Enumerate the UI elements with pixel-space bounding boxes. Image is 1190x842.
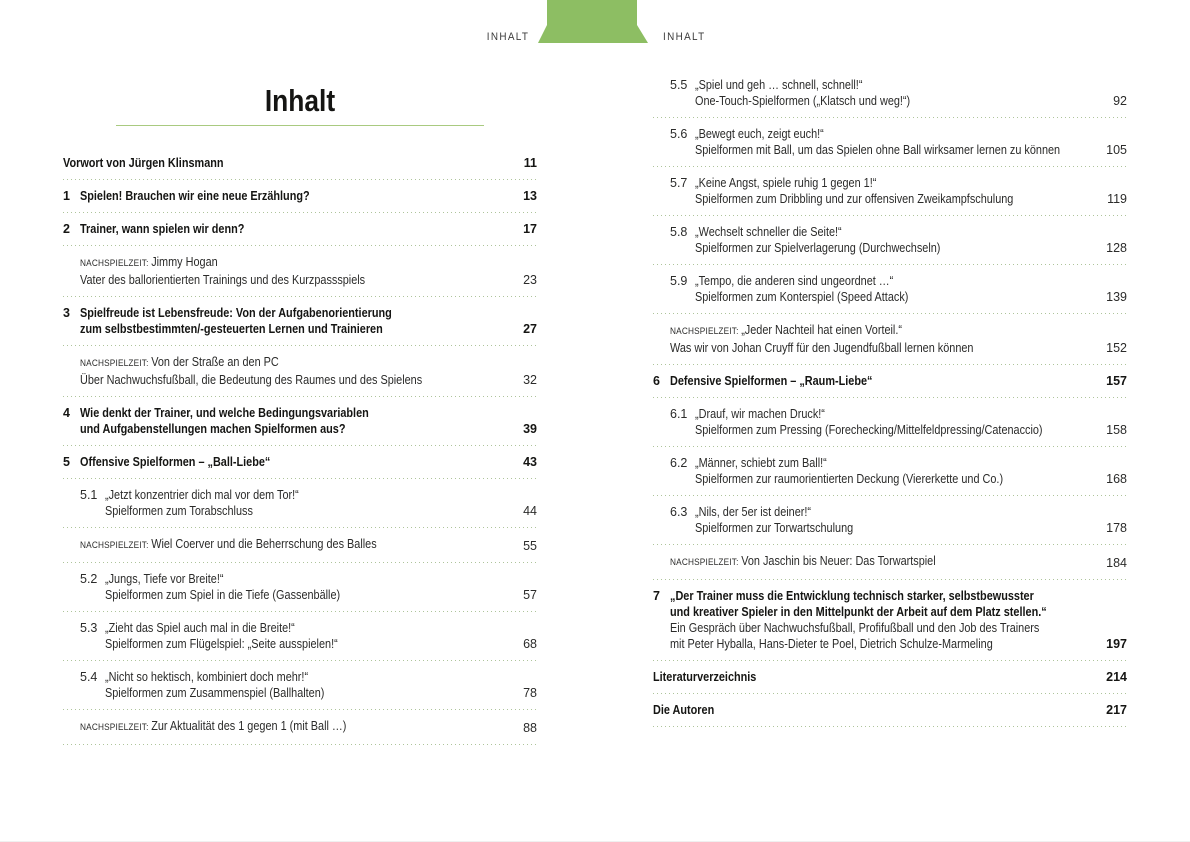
entry-text [80, 405, 492, 437]
toc-column-left [63, 147, 537, 745]
toc-entry [63, 213, 537, 246]
toc-entry [653, 118, 1127, 167]
entry-text [670, 553, 1082, 571]
entry-line [670, 340, 1028, 356]
entry-number: 7 [653, 589, 660, 603]
toc-entry [653, 447, 1127, 496]
nachspielzeit-label: NACHSPIELZEIT: [670, 557, 739, 568]
entry-number: 3 [63, 306, 70, 320]
running-head-right: INHALT [663, 31, 706, 43]
entry-text [80, 188, 492, 204]
entry-line-text: Spielformen zum Torabschluss [105, 504, 253, 518]
toc-entry [63, 563, 537, 612]
entry-text [695, 273, 1082, 305]
toc-entry [63, 528, 537, 563]
nachspielzeit-label: NACHSPIELZEIT: [80, 722, 149, 733]
entry-text [80, 536, 492, 554]
nachspielzeit-label: NACHSPIELZEIT: [80, 540, 149, 551]
entry-line-text: und kreativer Spieler in den Mittelpunkt der Arbeit auf dem Platz stellen.“ [670, 605, 1047, 619]
toc-entry [653, 69, 1127, 118]
nachspielzeit-label: NACHSPIELZEIT: [80, 358, 149, 369]
entry-number: 6.2 [670, 456, 688, 470]
entry-line [670, 553, 1028, 571]
entry-line [695, 455, 1032, 471]
entry-number: 4 [63, 406, 70, 420]
entry-line-text: und Aufgabenstellungen machen Spielformen aus? [80, 422, 346, 436]
entry-line [695, 504, 1032, 520]
entry-page-number: 43 [523, 455, 537, 469]
entry-page-number: 158 [1106, 423, 1127, 437]
entry-text [105, 487, 492, 519]
entry-line-text: Die Autoren [653, 703, 715, 717]
entry-page-number: 11 [523, 156, 537, 170]
toc-entry [653, 365, 1127, 398]
toc-entry [63, 710, 537, 745]
entry-line-text: „Männer, schiebt zum Ball!“ [695, 456, 827, 470]
entry-line [105, 587, 442, 603]
entry-line [670, 636, 1028, 652]
entry-number: 5.9 [670, 274, 688, 288]
entry-page-number: 128 [1106, 241, 1127, 255]
entry-text [653, 669, 1082, 685]
entry-line-text: „Tempo, die anderen sind ungeordnet …“ [695, 274, 894, 288]
entry-line [695, 126, 1032, 142]
entry-line-text: Vater des ballorientierten Trainings und des Kurzpassspiels [80, 273, 366, 287]
entry-text [105, 669, 492, 701]
entry-text [695, 504, 1082, 536]
entry-number: 5 [63, 455, 70, 469]
entry-line [80, 405, 438, 421]
entry-page-number: 78 [523, 686, 537, 700]
toc-entry [63, 661, 537, 710]
entry-line-text: Spielfreude ist Lebensfreude: Von der Aufgabenorientierung [80, 306, 392, 320]
entry-line [105, 620, 442, 636]
entry-page-number: 139 [1106, 290, 1127, 304]
entry-line [670, 322, 1028, 340]
entry-page-number: 68 [523, 637, 537, 651]
toc-entry [653, 314, 1127, 365]
toc-entry [63, 147, 537, 180]
entry-page-number: 152 [1106, 341, 1127, 355]
entry-line-text: „Drauf, wir machen Druck!“ [695, 407, 825, 421]
toc-entry [63, 479, 537, 528]
entry-text [63, 155, 492, 171]
entry-line-text: Wie denkt der Trainer, und welche Bedingungsvariablen [80, 406, 369, 420]
entry-number: 2 [63, 222, 70, 236]
entry-line [105, 685, 442, 701]
nachspielzeit-label: NACHSPIELZEIT: [670, 326, 739, 337]
toc-entry [63, 246, 537, 297]
entry-page-number: 13 [523, 189, 537, 203]
entry-page-number: 178 [1106, 521, 1127, 535]
entry-page-number: 39 [523, 422, 537, 436]
entry-line [670, 373, 1028, 389]
entry-line-text: Spielformen zum Spiel in die Tiefe (Gassenbälle) [105, 588, 341, 602]
dotted-divider [653, 726, 1127, 727]
entry-line [105, 669, 442, 685]
entry-page-number: 157 [1106, 374, 1127, 388]
toc-entry [653, 398, 1127, 447]
entry-line [105, 571, 442, 587]
running-head-left: INHALT [486, 31, 529, 43]
entry-line [80, 536, 438, 554]
entry-page-number: 17 [523, 222, 537, 236]
entry-line [695, 406, 1032, 422]
entry-line [695, 240, 1032, 256]
entry-line-text: „Zieht das Spiel auch mal in die Breite!“ [105, 621, 295, 635]
entry-line-text: Spielformen zum Zusammenspiel (Ballhalten) [105, 686, 325, 700]
entry-line [80, 354, 438, 372]
entry-number: 5.5 [670, 78, 688, 92]
toc-entry [653, 661, 1127, 694]
entry-line [695, 289, 1032, 305]
toc-entry [653, 496, 1127, 545]
entry-line-text: Was wir von Johan Cruyff für den Jugendfußball lernen können [670, 341, 974, 355]
entry-text [80, 718, 492, 736]
entry-line-text: Über Nachwuchsfußball, die Bedeutung des Raumes und des Spielens [80, 373, 423, 387]
entry-line [695, 191, 1032, 207]
entry-line-text: „Wechselt schneller die Seite!“ [695, 225, 842, 239]
entry-line-text: Jimmy Hogan [151, 255, 218, 269]
entry-text [670, 322, 1082, 356]
entry-page-number: 168 [1106, 472, 1127, 486]
page-title: Inhalt [264, 83, 336, 118]
entry-line-text: „Jungs, Tiefe vor Breite!“ [105, 572, 224, 586]
entry-line-text: One-Touch-Spielformen („Klatsch und weg!“) [695, 94, 911, 108]
title-block [63, 84, 537, 126]
entry-text [80, 221, 492, 237]
entry-line-text: zum selbstbestimmten/-gesteuerten Lernen und Trainieren [80, 322, 383, 336]
entry-page-number: 197 [1106, 637, 1127, 651]
entry-page-number: 44 [523, 504, 537, 518]
entry-line [80, 272, 438, 288]
entry-line-text: Spielformen zur raumorientierten Deckung (Viererkette und Co.) [695, 472, 1004, 486]
entry-line-text: mit Peter Hyballa, Hans-Dieter te Poel, Dietrich Schulze-Marmeling [670, 637, 993, 651]
entry-page-number: 55 [523, 539, 537, 553]
entry-line [695, 224, 1032, 240]
toc-entry [63, 346, 537, 397]
entry-line [80, 718, 438, 736]
entry-line-text: „Keine Angst, spiele ruhig 1 gegen 1!“ [695, 176, 877, 190]
entry-text [670, 588, 1082, 652]
toc-entry [653, 545, 1127, 580]
entry-line-text: Spielformen zur Torwartschulung [695, 521, 854, 535]
entry-line [670, 620, 1040, 636]
entry-line [695, 471, 1032, 487]
entry-line [80, 254, 438, 272]
entry-line-text: Literaturverzeichnis [653, 670, 757, 684]
toc-entry [63, 180, 537, 213]
entry-text [105, 620, 492, 652]
entry-number: 5.2 [80, 572, 98, 586]
entry-number: 5.4 [80, 670, 98, 684]
entry-text [695, 455, 1082, 487]
entry-line-text: Offensive Spielformen – „Ball-Liebe“ [80, 455, 271, 469]
entry-line [80, 421, 438, 437]
entry-line [695, 520, 1032, 536]
entry-text [653, 702, 1082, 718]
entry-page-number: 92 [1113, 94, 1127, 108]
entry-line [80, 188, 438, 204]
entry-line-text: Spielformen zum Dribbling und zur offensiven Zweikampfschulung [695, 192, 1014, 206]
entry-text [695, 77, 1082, 109]
toc-entry [653, 694, 1127, 727]
entry-text [670, 373, 1082, 389]
entry-page-number: 214 [1106, 670, 1127, 684]
entry-line [695, 93, 1032, 109]
entry-text [80, 454, 492, 470]
toc-column-right [653, 69, 1127, 727]
entry-line [105, 503, 442, 519]
entry-page-number: 32 [523, 373, 537, 387]
entry-line [80, 305, 438, 321]
entry-text [80, 254, 492, 288]
toc-entry [653, 167, 1127, 216]
toc-entry [653, 580, 1127, 661]
entry-line-text: „Nicht so hektisch, kombiniert doch mehr!“ [105, 670, 309, 684]
entry-number: 6.3 [670, 505, 688, 519]
entry-line-text: „Der Trainer muss die Entwicklung technisch starker, selbstbewusster [670, 589, 1034, 603]
entry-page-number: 217 [1106, 703, 1127, 717]
title-underline [116, 125, 484, 126]
entry-line [105, 636, 442, 652]
toc-entry [63, 397, 537, 446]
entry-number: 5.6 [670, 127, 688, 141]
entry-line-text: Spielformen zum Flügelspiel: „Seite ausspielen!“ [105, 637, 338, 651]
entry-line [80, 321, 438, 337]
toc-entry [63, 446, 537, 479]
entry-line [80, 221, 438, 237]
entry-number: 5.1 [80, 488, 98, 502]
header-ribbon-shirt-icon [0, 0, 1190, 44]
entry-number: 5.3 [80, 621, 98, 635]
entry-number: 6 [653, 374, 660, 388]
entry-line-text: Trainer, wann spielen wir denn? [80, 222, 245, 236]
entry-line-text: Von Jaschin bis Neuer: Das Torwartspiel [741, 554, 936, 568]
entry-line [695, 175, 1032, 191]
entry-text [695, 126, 1082, 158]
entry-line [653, 702, 1026, 718]
entry-line [695, 142, 1061, 158]
entry-number: 1 [63, 189, 70, 203]
entry-line-text: Spielformen mit Ball, um das Spielen ohne Ball wirksamer lernen zu können [695, 143, 1061, 157]
entry-text [695, 406, 1082, 438]
toc-entry [653, 265, 1127, 314]
entry-page-number: 184 [1106, 556, 1127, 570]
entry-line-text: „Spiel und geh … schnell, schnell!“ [695, 78, 863, 92]
toc-entry [63, 612, 537, 661]
entry-number: 5.7 [670, 176, 688, 190]
nachspielzeit-label: NACHSPIELZEIT: [80, 258, 149, 269]
entry-line [670, 604, 1047, 620]
dotted-divider [63, 744, 537, 745]
entry-text [105, 571, 492, 603]
entry-line [80, 454, 438, 470]
entry-line [695, 273, 1032, 289]
entry-line [80, 372, 438, 388]
entry-line-text: Spielformen zum Pressing (Forechecking/Mittelfeldpressing/Catenaccio) [695, 423, 1043, 437]
entry-line-text: Spielformen zur Spielverlagerung (Durchwechseln) [695, 241, 941, 255]
entry-line-text: Von der Straße an den PC [151, 355, 279, 369]
entry-page-number: 88 [523, 721, 537, 735]
entry-line [105, 487, 442, 503]
entry-number: 6.1 [670, 407, 688, 421]
entry-line-text: Spielen! Brauchen wir eine neue Erzählung? [80, 189, 310, 203]
toc-entry [653, 216, 1127, 265]
entry-line [63, 155, 436, 171]
entry-page-number: 57 [523, 588, 537, 602]
entry-line [695, 422, 1043, 438]
toc-entry [63, 297, 537, 346]
entry-text [80, 354, 492, 388]
entry-text [695, 224, 1082, 256]
entry-line [695, 77, 1032, 93]
entry-line-text: Vorwort von Jürgen Klinsmann [63, 156, 224, 170]
entry-line [653, 669, 1026, 685]
entry-number: 5.8 [670, 225, 688, 239]
entry-page-number: 27 [523, 322, 537, 336]
entry-text [695, 175, 1082, 207]
entry-line-text: Wiel Coerver und die Beherrschung des Balles [151, 537, 377, 551]
entry-line-text: Spielformen zum Konterspiel (Speed Attack) [695, 290, 909, 304]
entry-line-text: „Jeder Nachteil hat einen Vorteil.“ [741, 323, 902, 337]
entry-line-text: „Nils, der 5er ist deiner!“ [695, 505, 812, 519]
entry-text [80, 305, 492, 337]
entry-line-text: Zur Aktualität des 1 gegen 1 (mit Ball …) [151, 719, 347, 733]
entry-line-text: Defensive Spielformen – „Raum-Liebe“ [670, 374, 873, 388]
entry-line-text: „Bewegt euch, zeigt euch!“ [695, 127, 824, 141]
entry-line-text: Ein Gespräch über Nachwuchsfußball, Profifußball und den Job des Trainers [670, 621, 1040, 635]
entry-page-number: 119 [1107, 192, 1127, 206]
entry-page-number: 105 [1106, 143, 1127, 157]
entry-page-number: 23 [523, 273, 537, 287]
entry-line [670, 588, 1034, 604]
entry-line-text: „Jetzt konzentrier dich mal vor dem Tor!“ [105, 488, 299, 502]
